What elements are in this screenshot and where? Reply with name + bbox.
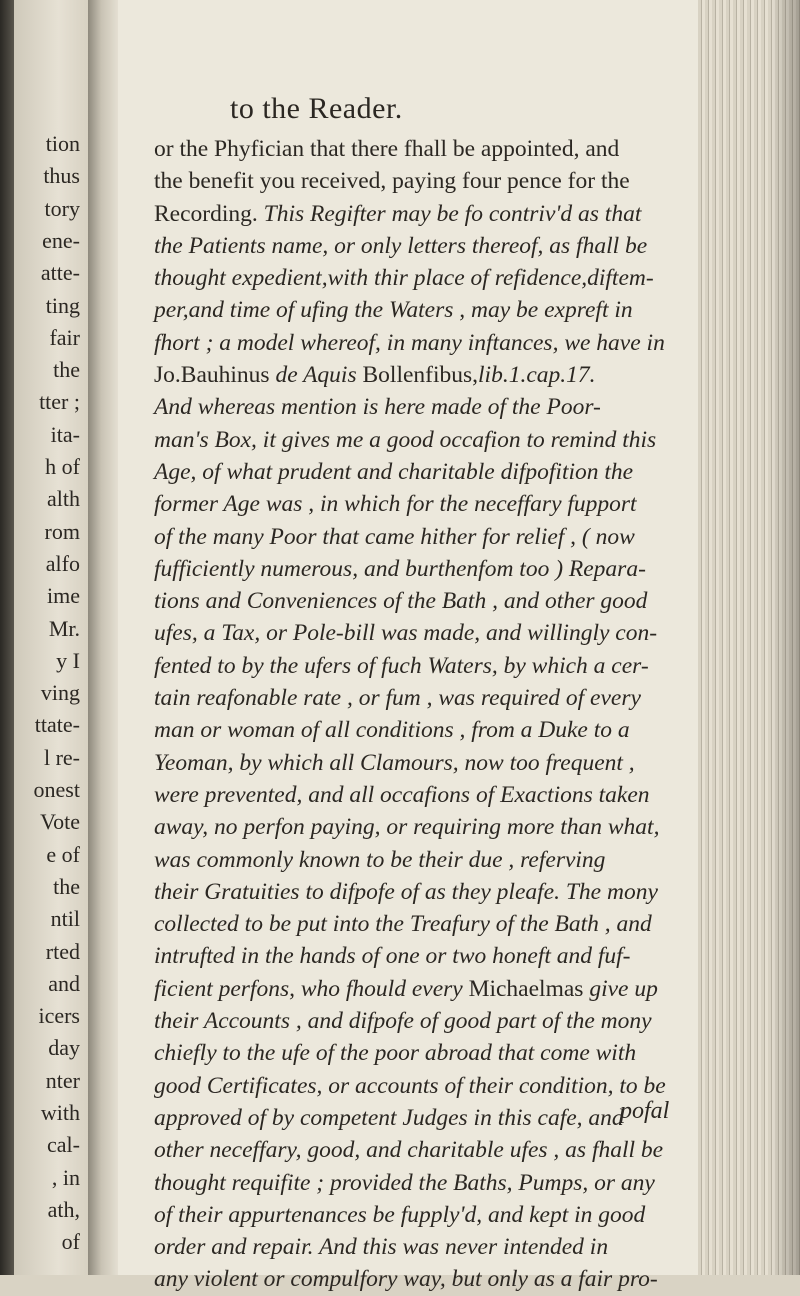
facing-page-fragment: ime <box>47 583 80 609</box>
facing-page-fragment: alth <box>47 486 80 512</box>
text-line: or the Phyfician that there fhall be appointed, and <box>154 136 620 162</box>
facing-page-fragment: rom <box>44 518 80 544</box>
facing-page-fragment: nter <box>45 1067 80 1093</box>
facing-page-fragment: icers <box>38 1003 80 1029</box>
binding-shadow <box>0 0 14 1275</box>
text-run: ficient perfons, who fhould every <box>154 975 469 1002</box>
facing-page-fragment: ntil <box>50 906 80 932</box>
text-line: their Accounts , and difpofe of good part of the mony <box>154 1008 652 1035</box>
text-line: fented to by the ufers of fuch Waters, by which a cer- <box>154 652 649 679</box>
facing-page-fragment: tion <box>45 131 80 156</box>
facing-page-fragment: ttate- <box>34 712 80 738</box>
text-run: Michaelmas <box>468 975 590 1002</box>
text-line: Age, of what prudent and charitable difpofition the <box>154 458 634 485</box>
page-fold <box>88 0 118 1275</box>
text-line: Yeoman, by which all Clamours, now too frequent , <box>154 749 635 776</box>
facing-page-fragment: of <box>61 1229 80 1255</box>
text-line: away, no perfon paying, or requiring more than what, <box>154 814 660 841</box>
facing-page-fragment: day <box>48 1035 80 1061</box>
facing-page-fragment: atte- <box>40 260 80 286</box>
facing-page-fragment: onest <box>33 777 80 802</box>
facing-page-fragment: with <box>40 1100 80 1125</box>
facing-page-fragment: fair <box>49 324 80 350</box>
facing-page-fragment: h of <box>45 454 80 479</box>
facing-page-fragment: ting <box>45 292 80 318</box>
text-line: the Patients name, or only letters thereof, as fhall be <box>154 232 648 259</box>
facing-page-fragment: ita- <box>50 421 80 447</box>
page-edges <box>698 0 800 1275</box>
facing-page-fragment: Vote <box>40 809 80 835</box>
catchword: pofal <box>620 1098 670 1124</box>
text-line: fufficiently numerous, and burthenfom too ) Repara- <box>154 555 646 582</box>
facing-page-fragment: alfo <box>45 550 80 576</box>
text-line: tain reafonable rate , or fum , was required of every <box>154 685 641 712</box>
text-line: order and repair. And this was never intended in <box>154 1234 609 1261</box>
text-line: per,and time of ufing the Waters , may be expreft in <box>154 297 633 324</box>
text-line: of their appurtenances be fupply'd, and kept in good <box>154 1201 646 1228</box>
text-line: thought expedient,with thir place of refidence,diftem- <box>154 265 654 292</box>
text-run: This Regifter may be fo contriv'd as that <box>263 200 642 227</box>
running-head: to the Reader. <box>230 92 403 125</box>
text-run: Jo.Bauhinus <box>154 362 276 389</box>
facing-page-margin <box>14 0 88 1275</box>
facing-page-fragment: tter ; <box>39 389 80 415</box>
text-line: And whereas mention is here made of the Poor- <box>154 394 601 421</box>
text-line: approved of by competent Judges in this cafe, and <box>154 1104 624 1131</box>
text-line: collected to be put into the Treafury of the Bath , and <box>154 911 652 938</box>
text-line <box>154 359 694 391</box>
facing-page-fragment: and <box>48 970 80 996</box>
text-run: Recording. <box>154 200 264 227</box>
facing-page-fragment: ving <box>40 680 80 706</box>
facing-page-fragment: the <box>53 357 80 383</box>
facing-page-fragment: rted <box>45 938 80 964</box>
facing-page-fragment: , in <box>51 1164 80 1190</box>
facing-page-fragment: ath, <box>47 1196 80 1222</box>
text-run: de Aquis <box>275 362 363 389</box>
text-run: Bollenfibus, <box>362 362 479 389</box>
facing-page-fragment: thus <box>43 163 80 189</box>
facing-page-fragment: ene- <box>42 227 80 253</box>
facing-page-fragment: e of <box>46 841 80 867</box>
text-line: ufes, a Tax, or Pole-bill was made, and willingly con- <box>154 620 658 647</box>
text-line: man or woman of all conditions , from a Duke to a <box>154 717 630 744</box>
facing-page-fragment: tory <box>44 195 80 221</box>
text-line: man's Box, it gives me a good occafion to remind this <box>154 426 657 453</box>
text-run: lib.1.cap.17. <box>478 362 596 389</box>
text-line: were prevented, and all occafions of Exactions taken <box>154 781 650 808</box>
facing-page-fragment: the <box>53 873 80 899</box>
facing-page-fragment: l re- <box>43 744 80 770</box>
text-line <box>154 198 694 230</box>
text-line: fhort ; a model whereof, in many inftances, we have in <box>154 329 665 356</box>
text-line: good Certificates, or accounts of their condition, to be <box>154 1072 666 1099</box>
text-line: chiefly to the ufe of the poor abroad that come with <box>154 1040 637 1067</box>
text-line: any violent or compulfory way, but only as a fair pro- <box>154 1266 658 1293</box>
facing-page-fragment: Mr. <box>48 615 80 641</box>
book-page <box>118 0 698 1293</box>
text-line <box>154 973 694 1005</box>
text-line: former Age was , in which for the neceffary fupport <box>154 491 637 518</box>
text-run: give up <box>589 975 658 1002</box>
text-line: intrufted in the hands of one or two honeft and fuf- <box>154 943 631 970</box>
text-line: their Gratuities to difpofe of as they pleafe. The mony <box>154 878 658 905</box>
text-line: was commonly known to be their due , referving <box>154 846 606 873</box>
text-line: of the many Poor that came hither for relief , ( now <box>154 523 635 550</box>
text-line: other neceffary, good, and charitable ufes , as fhall be <box>154 1137 664 1164</box>
text-line: the benefit you received, paying four pence for the <box>154 168 630 195</box>
body-text <box>154 133 694 1296</box>
text-line: tions and Conveniences of the Bath , and other good <box>154 588 648 615</box>
facing-page-fragment: cal- <box>47 1132 80 1158</box>
facing-page-fragment: y I <box>56 647 80 673</box>
text-line: thought requifite ; provided the Baths, Pumps, or any <box>154 1169 655 1196</box>
